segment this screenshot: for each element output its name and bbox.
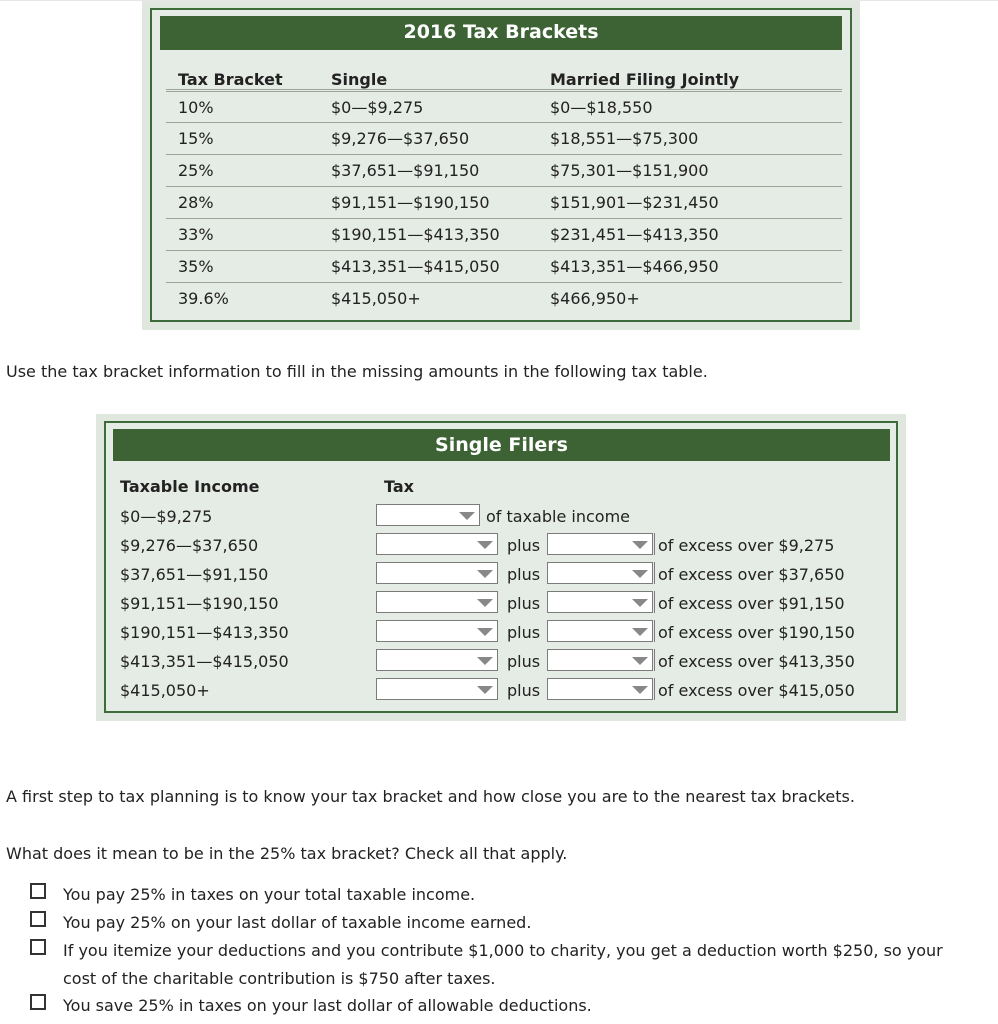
bracket-row: [166, 218, 842, 251]
divider: [654, 533, 655, 555]
option-checkbox[interactable]: [30, 994, 46, 1010]
bracket-married: $466,950+: [550, 289, 640, 308]
tax-table-row: [106, 562, 896, 591]
divider: [654, 678, 655, 700]
bracket-rate: 25%: [178, 161, 214, 180]
base-tax-dropdown[interactable]: [376, 533, 498, 555]
tax-table-row: [106, 504, 896, 533]
instruction-text: Use the tax bracket information to fill in the missing amounts in the following tax table.: [6, 362, 708, 381]
bracket-single: $415,050+: [331, 289, 421, 308]
option-label: You pay 25% on your last dollar of taxable income earned.: [63, 913, 532, 932]
bracket-row: [166, 122, 842, 155]
bracket-single: $190,151—$413,350: [331, 225, 500, 244]
rate-dropdown[interactable]: [547, 678, 653, 700]
dropdown-arrow-icon: [632, 599, 648, 607]
bracket-row: [166, 154, 842, 187]
bracket-rate: 35%: [178, 257, 214, 276]
bracket-married: $413,351—$466,950: [550, 257, 719, 276]
tax-table-row: [106, 533, 896, 562]
option-label: If you itemize your deductions and you contribute $1,000 to charity, you get a deduction worth $250, so your cost of the charitable contribution is $750 after taxes.: [63, 941, 943, 988]
plus-label: plus: [507, 594, 541, 613]
divider: [654, 649, 655, 671]
dropdown-arrow-icon: [477, 541, 493, 549]
bracket-single: $91,151—$190,150: [331, 193, 490, 212]
dropdown-arrow-icon: [632, 686, 648, 694]
bracket-rate: 28%: [178, 193, 214, 212]
dropdown-arrow-icon: [477, 570, 493, 578]
tax-table-row: [106, 649, 896, 678]
dropdown-arrow-icon: [632, 541, 648, 549]
rate-dropdown[interactable]: [547, 649, 653, 671]
bracket-rate: 39.6%: [178, 289, 229, 308]
divider: [654, 591, 655, 613]
rate-dropdown[interactable]: [547, 591, 653, 613]
bracket-single: $413,351—$415,050: [331, 257, 500, 276]
taxable-income: $190,151—$413,350: [120, 623, 289, 642]
bracket-rate: 33%: [178, 225, 214, 244]
base-tax-dropdown[interactable]: [376, 591, 498, 613]
bracket-married: $231,451—$413,350: [550, 225, 719, 244]
bracket-row: [166, 89, 842, 122]
dropdown-arrow-icon: [459, 512, 475, 520]
header-tax-bracket: Tax Bracket: [178, 70, 283, 89]
taxable-income: $0—$9,275: [120, 507, 213, 526]
plus-label: plus: [507, 536, 541, 555]
taxable-income: $415,050+: [120, 681, 210, 700]
plus-label: plus: [507, 652, 541, 671]
tax-table-row: [106, 620, 896, 649]
rate-dropdown[interactable]: [547, 620, 653, 642]
excess-label: of excess over $37,650: [658, 565, 845, 584]
tax-table-row: [106, 678, 896, 707]
bracket-single: $9,276—$37,650: [331, 129, 470, 148]
dropdown-arrow-icon: [477, 599, 493, 607]
excess-label: of excess over $9,275: [658, 536, 835, 555]
tax-table-row: [106, 591, 896, 620]
bracket-single: $37,651—$91,150: [331, 161, 480, 180]
plus-label: plus: [507, 681, 541, 700]
bracket-married: $18,551—$75,300: [550, 129, 699, 148]
taxable-income: $37,651—$91,150: [120, 565, 269, 584]
bracket-married: $0—$18,550: [550, 98, 653, 117]
brackets-title: 2016 Tax Brackets: [160, 16, 842, 50]
bracket-rate: 10%: [178, 98, 214, 117]
base-tax-dropdown[interactable]: [376, 678, 498, 700]
base-tax-dropdown[interactable]: [376, 620, 498, 642]
taxable-income: $413,351—$415,050: [120, 652, 289, 671]
dropdown-arrow-icon: [632, 570, 648, 578]
of-taxable-income-label: of taxable income: [486, 507, 630, 526]
option-checkbox[interactable]: [30, 911, 46, 927]
taxable-income: $91,151—$190,150: [120, 594, 279, 613]
header-married: Married Filing Jointly: [550, 70, 740, 89]
divider: [654, 620, 655, 642]
plus-label: plus: [507, 565, 541, 584]
base-tax-dropdown[interactable]: [376, 562, 498, 584]
divider: [654, 562, 655, 584]
bracket-row: [166, 186, 842, 219]
option-checkbox[interactable]: [30, 939, 46, 955]
bracket-row: [166, 250, 842, 283]
dropdown-arrow-icon: [477, 628, 493, 636]
option-label: You save 25% in taxes on your last dollar of allowable deductions.: [63, 996, 592, 1015]
bracket-rate: 15%: [178, 129, 214, 148]
bracket-single: $0—$9,275: [331, 98, 424, 117]
bracket-married: $151,901—$231,450: [550, 193, 719, 212]
header-single: Single: [331, 70, 388, 89]
brackets-panel: [142, 1, 860, 330]
excess-label: of excess over $190,150: [658, 623, 855, 642]
rate-dropdown[interactable]: [547, 533, 653, 555]
bracket-married: $75,301—$151,900: [550, 161, 709, 180]
bracket-row: [166, 282, 842, 315]
single-filers-panel: [96, 414, 906, 721]
base-tax-dropdown[interactable]: [376, 649, 498, 671]
dropdown-arrow-icon: [632, 657, 648, 665]
option-checkbox[interactable]: [30, 883, 46, 899]
option-label: You pay 25% in taxes on your total taxable income.: [63, 885, 476, 904]
excess-label: of excess over $415,050: [658, 681, 855, 700]
tax-rate-dropdown[interactable]: [376, 504, 480, 526]
dropdown-arrow-icon: [477, 657, 493, 665]
taxable-income: $9,276—$37,650: [120, 536, 259, 555]
header-tax: Tax: [384, 477, 414, 496]
single-filers-title: Single Filers: [113, 429, 890, 461]
excess-label: of excess over $413,350: [658, 652, 855, 671]
dropdown-arrow-icon: [632, 628, 648, 636]
dropdown-arrow-icon: [477, 686, 493, 694]
header-taxable-income: Taxable Income: [120, 477, 260, 496]
single-filers-table: [104, 421, 898, 713]
question-text: What does it mean to be in the 25% tax bracket? Check all that apply.: [6, 844, 568, 863]
plus-label: plus: [507, 623, 541, 642]
planning-text: A first step to tax planning is to know your tax bracket and how close you are to the nearest tax brackets.: [6, 787, 855, 806]
excess-label: of excess over $91,150: [658, 594, 845, 613]
brackets-table: [150, 8, 852, 322]
rate-dropdown[interactable]: [547, 562, 653, 584]
